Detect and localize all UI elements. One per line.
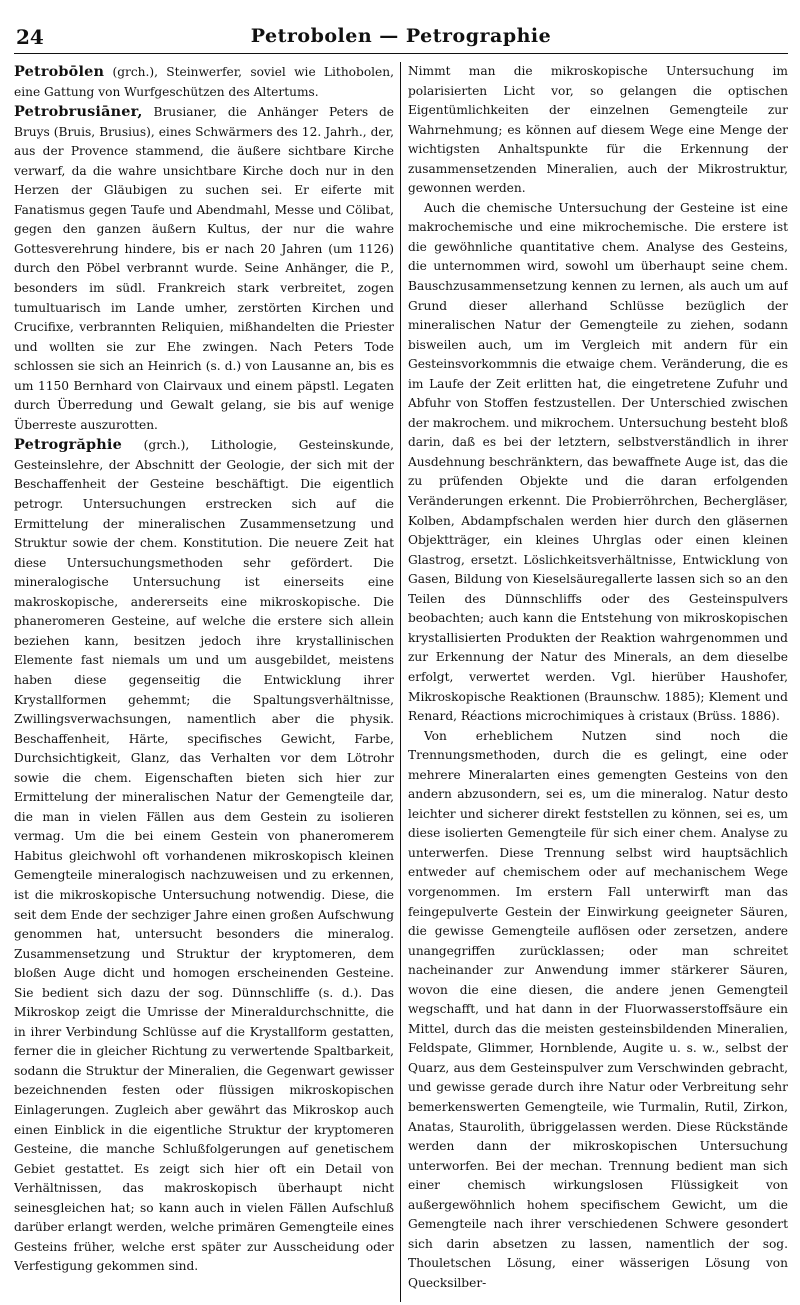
- running-head: [14, 24, 788, 54]
- header-title: Petrobolen — Petrographie: [250, 25, 552, 47]
- text-columns: [14, 62, 788, 1302]
- entry-text: (grch.), Lithologie, Gesteinskunde, Gesteinslehre, der Abschnitt der Geologie, der sich mit der Beschaffenheit der Gesteine beschäftigt. Die eigentlich petrogr. Untersuchungen erstrecken sich auf die Ermittelung der mineralischen Zusammensetzung und Struktur sowie der chem. Konstitution. Die neuere Zeit hat diese Untersuchungsmethoden sehr gefördert. Die mineralogische Untersuchung ist einerseits eine makroskopische, andererseits eine mikroskopische. Die phaneromeren Gesteine, auf welche die erstere sich allein beziehen kann, besitzen jedoch ihre krystallinischen Elemente fast niemals um und um ausgebildet, meistens haben diese gegenseitig die Entwicklung ihrer Krystallformen gehemmt; die Spaltungsverhältnisse, Zwillingsverwachsungen, namentlich aber die physik. Beschaffenheit, Härte, specifisches Gewicht, Farbe, Durchsichtigkeit, Glanz, das Verhalten vor dem Lötrohr sowie die chem. Eigenschaften bieten sich hier zur Ermittelung der mineralischen Natur der Gemengteile dar, die man in vielen Fällen aus dem Gestein zu isolieren vermag. Um die bei einem Gestein von phaneromerem Habitus gleichwohl oft vorhandenen mikroskopisch kleinen Gemengteile mineralogisch nachzuweisen und zu erkennen, ist die mikroskopische Untersuchung notwendig. Diese, die seit dem Ende der sechziger Jahre einen großen Aufschwung genommen hat, untersucht besonders die mineralog. Zusammensetzung und Struktur der kryptomeren, dem bloßen Auge dicht und homogen erscheinenden Gesteine. Sie bedient sich dazu der sog. Dünnschliffe (s. d.). Das Mikroskop zeigt die Umrisse der Mineraldurchschnitte, die in ihrer Verbindung Schlüsse auf die Krystallform gestatten, ferner die in gleicher Richtung zu verwertende Spaltbarkeit, sodann die Struktur der Mineralien, die Gegenwart gewisser bezeichnenden festen oder flüssigen mikroskopischen Einlagerungen. Zugleich aber gewährt das Mikroskop auch einen Einblick in die eigentliche Struktur der kryptomeren Gesteine, die manche Schlußfolgerungen auf genetischem Gebiet gestattet. Es zeigt sich hier oft ein Detail von Verhältnissen, das makroskopisch überhaupt nicht seinesgleichen hat; so kann auch in vielen Fällen Aufschluß darüber erlangt werden, welche primären Gemengteile eines Gesteins früher, welche erst später zur Ausscheidung oder Verfestigung gekommen sind.: [14, 438, 394, 1274]
- lemma-headword: Petrogrăphie: [14, 436, 122, 454]
- paragraph-chemical-analysis: [408, 199, 788, 727]
- entry-text: (grch.), Steinwerfer, soviel wie Lithobolen, eine Gattung von Wurfgeschützen des Altertums.: [14, 65, 394, 99]
- page-number: 24: [16, 25, 44, 49]
- paragraph-text: Von erheblichem Nutzen sind noch die Trennungsmethoden, durch die es gelingt, eine oder mehrere Mineralarten eines gemengten Gesteins von den andern abzusondern, sei es, um die mineralog. Natur desto leichter und sicherer direkt feststellen zu können, sei es, um diese isolierten Gemengteile für sich einer chem. Analyse zu unterwerfen. Diese Trennung selbst wird hauptsächlich entweder auf chemischem oder auf mechanischem Wege vorgenommen. Im erstern Fall unterwirft man das feingepulverte Gestein der Einwirkung geeigneter Säuren, die gewisse Gemengteile auflösen oder zersetzen, andere unangegriffen zurücklassen; oder man schreitet nacheinander zur Anwendung immer stärkerer Säuren, wovon die eine diesen, die andere jenen Gemengteil wegschafft, und hat dann in der Fluorwasserstoffsäure ein Mittel, durch das die meisten gesteinsbildenden Mineralien, Feldspate, Glimmer, Hornblende, Augite u. s. w., selbst der Quarz, aus dem Gesteinspulver zum Verschwinden gebracht, und gewisse gerade durch ihre Natur oder Verbreitung sehr bemerkenswerten Gemengteile, wie Turmalin, Rutil, Zirkon, Anatas, Staurolith, übriggelassen werden. Diese Rückstände werden dann der mikroskopischen Untersuchung unterworfen. Bei der mechan. Trennung bedient man sich einer chemisch wirkungslosen Flüssigkeit von außergewöhnlich hohem specifischem Gewicht, um die Gemengteile nach ihrer verschiedenen Schwere gesondert sich darin absetzen zu lassen, namentlich der sog. Thouletschen Lösung, einer wässerigen Lösung von Quecksilber-: [407, 728, 788, 1290]
- lemma-headword: Petrobōlen: [14, 63, 105, 80]
- entry-petrobolen: [14, 62, 394, 102]
- lemma-headword: Petrobrusiāner,: [14, 103, 143, 121]
- paragraph-text: Nimmt man die mikroskopische Untersuchung im polarisierten Licht vor, so gelangen die optischen Eigentümlichkeiten der einzelnen Gemengteile zur Wahrnehmung; es können auf diesem Wege eine Menge der wichtigsten Anhaltspunkte für die Erkennung der zusammensetzenden Mineralien, auch der Mikrostruktur, gewonnen werden.: [407, 64, 788, 196]
- entry-petrobrusianer: [14, 102, 394, 435]
- right-column: [408, 62, 788, 1302]
- left-column: [14, 62, 394, 1302]
- entry-petrographie: [14, 435, 394, 1277]
- paragraph-text: Auch die chemische Untersuchung der Gesteine ist eine makrochemische und eine mikrochemische. Die erstere ist die gewöhnliche quantitative chem. Analyse des Gesteins, die unternommen wird, sowohl um überhaupt seine chem. Bauschzusammensetzung kennen zu lernen, als auch um auf Grund dieser allerhand Schlüsse bezüglich der mineralischen Natur der Gemengteile zu ziehen, sodann bisweilen auch, um im Vergleich mit andern für ein Gesteinsvorkommnis die etwaige chem. Veränderung, die es im Laufe der Zeit erlitten hat, die eingetretene Zufuhr und Abfuhr von Stoffen festzustellen. Der Unterschied zwischen der makrochem. und mikrochem. Untersuchung besteht bloß darin, daß es bei der letztern, selbstverständlich in ihrer Ausdehnung beschränktern, das bewaffnete Auge ist, das die zu prüfenden Objekte und die daran erfolgenden Veränderungen erkennt. Die Probierröhrchen, Bechergläser, Kolben, Abdampfschalen werden hier durch den gläsernen Objektträger, ein kleines Uhrglas oder einen kleinen Glastrog, ersetzt. Löslichkeitsverhältnisse, Entwicklung von Gasen, Bildung von Kieselsäuregallerte lassen sich so an den Teilen des Dünnschliffs oder des Gesteinspulvers beobachten; auch kann die Entstehung von mikroskopischen krystallisierten Produkten der Reaktion wahrgenommen und zur Erkennung der Natur des Minerals, an dem dieselbe erfolgt, verwertet werden. Vgl. hierüber Haushofer, Mikroskopische Reaktionen (Braunschw. 1885); Klement und Renard, Réactions microchimiques à cristaux (Brüss. 1886).: [407, 200, 788, 724]
- column-divider: [400, 62, 401, 1302]
- paragraph-separation-methods: [408, 727, 788, 1294]
- entry-text: Brusianer, die Anhänger Peters de Bruys (Bruis, Brusius), eines Schwärmers des 12. Jahrh., der, aus der Provence stammend, die äußere sichtbare Kirche verwarf, da die wahre unsichtbare Kirche doch nur in den Herzen der Gläubigen zu suchen sei. Er eiferte mit Fanatismus gegen Taufe und Abendmahl, Messe und Cölibat, gegen den ganzen äußern Kultus, der nur die wahre Gottesverehrung hindere, bis er nach 20 Jahren (um 1126) durch den Pöbel verbrannt wurde. Seine Anhänger, die P., besonders im südl. Frankreich stark verbreitet, zogen tumultuarisch im Lande umher, zerstörten Kirchen und Crucifixe, verbrannten Reliquien, mißhandelten die Priester und wollten sie zur Ehe zwingen. Nach Peters Tode schlossen sie sich an Heinrich (s. d.) von Lausanne an, bis es um 1150 Bernhard von Clairvaux und einem päpstl. Legaten durch Überredung und Gewalt gelang, sie bis auf wenige Überreste auszurotten.: [14, 105, 394, 432]
- paragraph-polarized-light: [408, 62, 788, 199]
